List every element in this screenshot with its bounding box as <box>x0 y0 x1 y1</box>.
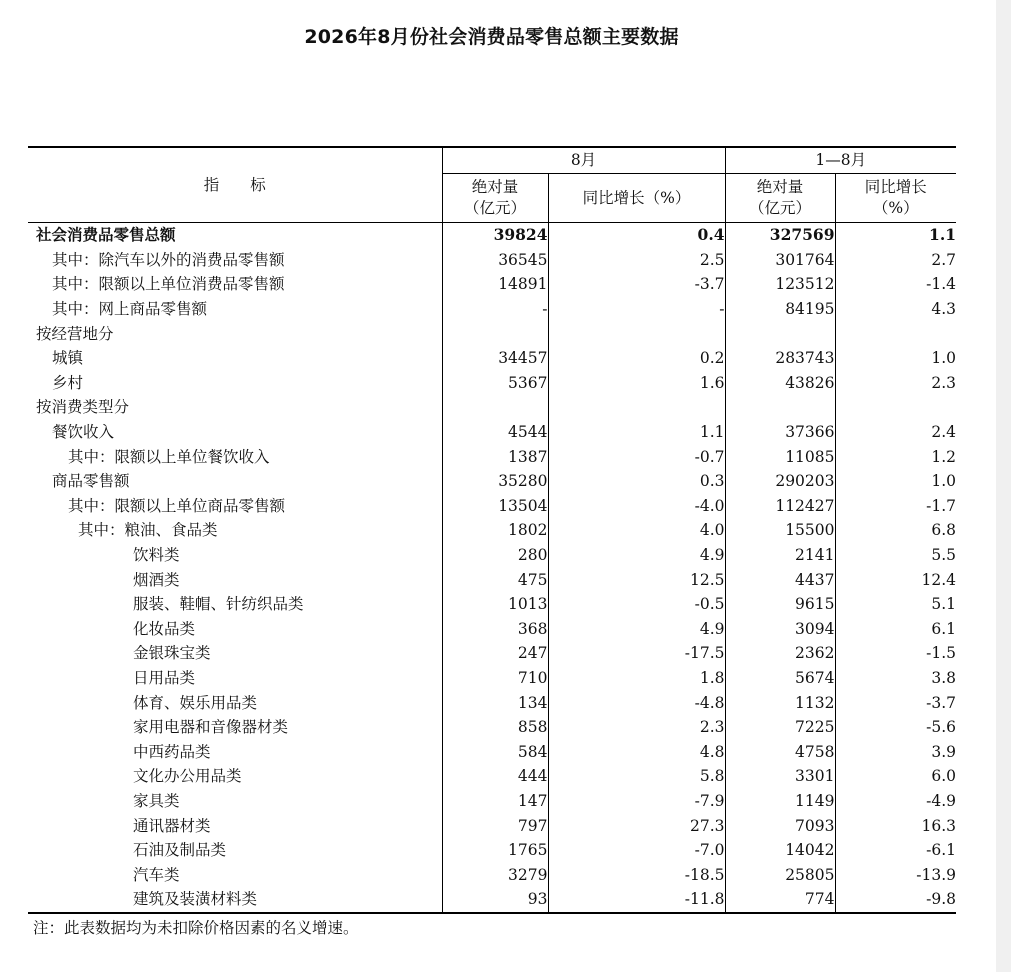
cell-ytd-absolute: 2362 <box>725 641 835 666</box>
cell-ytd-yoy: 12.4 <box>835 567 956 592</box>
cell-month-yoy: -7.9 <box>548 789 725 814</box>
cell-month-yoy: 27.3 <box>548 813 725 838</box>
row-label: 其中：粮油、食品类 <box>78 521 218 540</box>
cell-ytd-yoy: 2.7 <box>835 248 956 273</box>
cell-ytd-yoy: 2.3 <box>835 371 956 396</box>
cell-ytd-yoy: 5.1 <box>835 592 956 617</box>
header-month-absolute-line1: 绝对量 <box>471 178 519 196</box>
table-row <box>28 666 956 691</box>
header-group-ytd: 1—8月 <box>725 147 956 174</box>
cell-month-yoy: 2.3 <box>548 715 725 740</box>
cell-ytd-absolute: 283743 <box>725 346 835 371</box>
row-label: 城镇 <box>52 349 84 368</box>
cell-month-yoy: -0.5 <box>548 592 725 617</box>
cell-month-yoy: 4.9 <box>548 543 725 568</box>
row-label: 体育、娱乐用品类 <box>133 693 258 712</box>
cell-ytd-absolute: 1132 <box>725 690 835 715</box>
cell-month-absolute: 147 <box>442 789 548 814</box>
cell-month-yoy: 2.5 <box>548 248 725 273</box>
row-label: 家具类 <box>133 791 180 810</box>
header-month-absolute-line2: （亿元） <box>463 199 526 217</box>
cell-ytd-yoy: 3.9 <box>835 739 956 764</box>
row-label: 按经营地分 <box>36 324 114 343</box>
cell-month-absolute: 368 <box>442 617 548 642</box>
row-label: 服装、鞋帽、针纺织品类 <box>133 595 304 614</box>
cell-month-yoy: 0.4 <box>548 223 725 248</box>
cell-month-yoy: 1.6 <box>548 371 725 396</box>
table-row <box>28 690 956 715</box>
cell-ytd-yoy: -4.9 <box>835 789 956 814</box>
row-label: 社会消费品零售总额 <box>36 225 176 245</box>
header-ytd-absolute <box>725 174 835 223</box>
row-label: 烟酒类 <box>133 570 180 589</box>
cell-month-absolute: 134 <box>442 690 548 715</box>
cell-month-yoy: -17.5 <box>548 641 725 666</box>
scrollbar-track[interactable] <box>996 0 1011 972</box>
table-row <box>28 371 956 396</box>
cell-month-absolute: 5367 <box>442 371 548 396</box>
table-row <box>28 297 956 322</box>
table-row <box>28 395 956 420</box>
cell-month-absolute: 93 <box>442 887 548 913</box>
header-ytd-yoy <box>835 174 956 223</box>
cell-ytd-absolute: 123512 <box>725 272 835 297</box>
cell-month-yoy: -11.8 <box>548 887 725 913</box>
cell-ytd-absolute: 14042 <box>725 838 835 863</box>
cell-month-yoy: -3.7 <box>548 272 725 297</box>
cell-month-absolute: 858 <box>442 715 548 740</box>
table-row <box>28 862 956 887</box>
row-label: 中西药品类 <box>133 742 211 761</box>
cell-month-absolute: 280 <box>442 543 548 568</box>
cell-month-absolute: 35280 <box>442 469 548 494</box>
table-row <box>28 346 956 371</box>
footnote: 注：此表数据均为未扣除价格因素的名义增速。 <box>33 919 359 937</box>
row-label: 餐饮收入 <box>52 423 115 442</box>
cell-ytd-absolute: 5674 <box>725 666 835 691</box>
cell-ytd-yoy: 6.0 <box>835 764 956 789</box>
cell-month-yoy: -7.0 <box>548 838 725 863</box>
cell-ytd-absolute: 4437 <box>725 567 835 592</box>
table-body <box>28 223 956 913</box>
row-label: 石油及制品类 <box>133 841 227 860</box>
row-label: 日用品类 <box>133 668 196 687</box>
cell-month-absolute: 710 <box>442 666 548 691</box>
cell-ytd-absolute: 25805 <box>725 862 835 887</box>
cell-month-absolute: 797 <box>442 813 548 838</box>
cell-month-absolute: 13504 <box>442 494 548 519</box>
header-ytd-yoy-line1: 同比增长 <box>864 178 927 196</box>
cell-ytd-yoy: -6.1 <box>835 838 956 863</box>
row-label: 饮料类 <box>133 546 180 565</box>
cell-month-yoy: 4.8 <box>548 739 725 764</box>
table-row <box>28 617 956 642</box>
cell-month-absolute <box>442 321 548 346</box>
cell-ytd-absolute: 301764 <box>725 248 835 273</box>
cell-month-yoy <box>548 321 725 346</box>
cell-ytd-yoy: 1.2 <box>835 444 956 469</box>
table-row <box>28 739 956 764</box>
cell-month-absolute: 1387 <box>442 444 548 469</box>
cell-month-yoy: -4.8 <box>548 690 725 715</box>
cell-month-yoy: 4.0 <box>548 518 725 543</box>
row-label: 其中：限额以上单位餐饮收入 <box>68 447 270 466</box>
cell-month-yoy: 1.1 <box>548 420 725 445</box>
cell-ytd-absolute <box>725 321 835 346</box>
cell-month-yoy: 5.8 <box>548 764 725 789</box>
row-label: 文化办公用品类 <box>133 767 242 786</box>
table-row <box>28 813 956 838</box>
cell-month-absolute: 36545 <box>442 248 548 273</box>
cell-ytd-yoy: -1.4 <box>835 272 956 297</box>
table-row <box>28 272 956 297</box>
table-row <box>28 223 956 248</box>
cell-month-absolute <box>442 395 548 420</box>
row-label: 家用电器和音像器材类 <box>133 718 289 737</box>
cell-ytd-yoy: 6.8 <box>835 518 956 543</box>
cell-month-yoy: 12.5 <box>548 567 725 592</box>
cell-month-yoy: 0.3 <box>548 469 725 494</box>
cell-ytd-absolute: 327569 <box>725 223 835 248</box>
row-label: 汽车类 <box>133 865 180 884</box>
cell-ytd-yoy: -3.7 <box>835 690 956 715</box>
cell-ytd-yoy: 6.1 <box>835 617 956 642</box>
table-row <box>28 420 956 445</box>
page-title: 2026年8月份社会消费品零售总额主要数据 <box>304 26 679 48</box>
cell-month-absolute: 1013 <box>442 592 548 617</box>
cell-ytd-absolute: 1149 <box>725 789 835 814</box>
row-label: 建筑及装潢材料类 <box>28 887 442 913</box>
row-label: 化妆品类 <box>133 619 196 638</box>
cell-ytd-absolute: 112427 <box>725 494 835 519</box>
cell-month-yoy: -0.7 <box>548 444 725 469</box>
cell-ytd-absolute <box>725 395 835 420</box>
cell-ytd-yoy <box>835 395 956 420</box>
row-label: 其中：网上商品零售额 <box>52 300 208 319</box>
header-month-yoy: 同比增长（%） <box>548 174 725 223</box>
table-row <box>28 321 956 346</box>
cell-month-absolute: 1802 <box>442 518 548 543</box>
row-label: 按消费类型分 <box>36 398 130 417</box>
cell-ytd-yoy: 1.0 <box>835 346 956 371</box>
cell-month-absolute: 247 <box>442 641 548 666</box>
cell-month-yoy: 0.2 <box>548 346 725 371</box>
cell-ytd-absolute: 290203 <box>725 469 835 494</box>
cell-month-absolute: 444 <box>442 764 548 789</box>
cell-ytd-yoy: 1.1 <box>835 223 956 248</box>
row-label: 商品零售额 <box>52 472 130 491</box>
row-label: 其中：限额以上单位商品零售额 <box>68 496 286 515</box>
table-row <box>28 887 956 913</box>
cell-ytd-absolute: 4758 <box>725 739 835 764</box>
retail-sales-table <box>28 146 956 914</box>
cell-ytd-yoy: -5.6 <box>835 715 956 740</box>
table-row <box>28 764 956 789</box>
cell-ytd-absolute: 7093 <box>725 813 835 838</box>
header-month-absolute <box>442 174 548 223</box>
cell-month-yoy: - <box>548 297 725 322</box>
cell-month-absolute: 34457 <box>442 346 548 371</box>
cell-month-yoy <box>548 395 725 420</box>
cell-ytd-absolute: 15500 <box>725 518 835 543</box>
cell-ytd-yoy: 1.0 <box>835 469 956 494</box>
cell-ytd-yoy: 4.3 <box>835 297 956 322</box>
cell-month-absolute: 39824 <box>442 223 548 248</box>
table-row <box>28 444 956 469</box>
cell-ytd-yoy: -13.9 <box>835 862 956 887</box>
cell-ytd-absolute: 774 <box>725 887 835 913</box>
row-label: 金银珠宝类 <box>133 644 211 663</box>
table-row <box>28 567 956 592</box>
cell-month-absolute: 475 <box>442 567 548 592</box>
cell-ytd-absolute: 2141 <box>725 543 835 568</box>
cell-ytd-absolute: 9615 <box>725 592 835 617</box>
table-row <box>28 715 956 740</box>
cell-month-absolute: 3279 <box>442 862 548 887</box>
cell-month-absolute: 4544 <box>442 420 548 445</box>
cell-ytd-yoy <box>835 321 956 346</box>
cell-ytd-yoy: 5.5 <box>835 543 956 568</box>
cell-ytd-yoy: -1.7 <box>835 494 956 519</box>
cell-ytd-absolute: 3094 <box>725 617 835 642</box>
cell-month-yoy: -4.0 <box>548 494 725 519</box>
table-row <box>28 592 956 617</box>
cell-ytd-yoy: 3.8 <box>835 666 956 691</box>
cell-ytd-yoy: -1.5 <box>835 641 956 666</box>
row-label: 通讯器材类 <box>133 816 211 835</box>
table-row <box>28 494 956 519</box>
cell-ytd-absolute: 37366 <box>725 420 835 445</box>
header-ytd-absolute-line2: （亿元） <box>748 199 811 217</box>
table-row <box>28 248 956 273</box>
cell-month-yoy: -18.5 <box>548 862 725 887</box>
cell-month-absolute: 584 <box>442 739 548 764</box>
row-label: 其中：除汽车以外的消费品零售额 <box>52 250 285 269</box>
cell-month-absolute: - <box>442 297 548 322</box>
table-row <box>28 469 956 494</box>
cell-ytd-absolute: 43826 <box>725 371 835 396</box>
cell-month-absolute: 1765 <box>442 838 548 863</box>
table-row <box>28 641 956 666</box>
table-row <box>28 838 956 863</box>
row-label: 其中：限额以上单位消费品零售额 <box>52 275 285 294</box>
cell-ytd-absolute: 7225 <box>725 715 835 740</box>
header-ytd-absolute-line1: 绝对量 <box>756 178 804 196</box>
header-group-month: 8月 <box>442 147 725 174</box>
table-row <box>28 543 956 568</box>
cell-ytd-absolute: 3301 <box>725 764 835 789</box>
cell-month-yoy: 4.9 <box>548 617 725 642</box>
table-row <box>28 789 956 814</box>
table-row <box>28 518 956 543</box>
cell-month-yoy: 1.8 <box>548 666 725 691</box>
cell-month-absolute: 14891 <box>442 272 548 297</box>
header-indicator: 指 标 <box>28 147 442 223</box>
cell-ytd-yoy: 16.3 <box>835 813 956 838</box>
header-ytd-yoy-line2: （%） <box>872 199 919 217</box>
cell-ytd-yoy: 2.4 <box>835 420 956 445</box>
cell-ytd-absolute: 11085 <box>725 444 835 469</box>
cell-ytd-absolute: 84195 <box>725 297 835 322</box>
row-label: 乡村 <box>52 373 84 392</box>
cell-ytd-yoy: -9.8 <box>835 887 956 913</box>
